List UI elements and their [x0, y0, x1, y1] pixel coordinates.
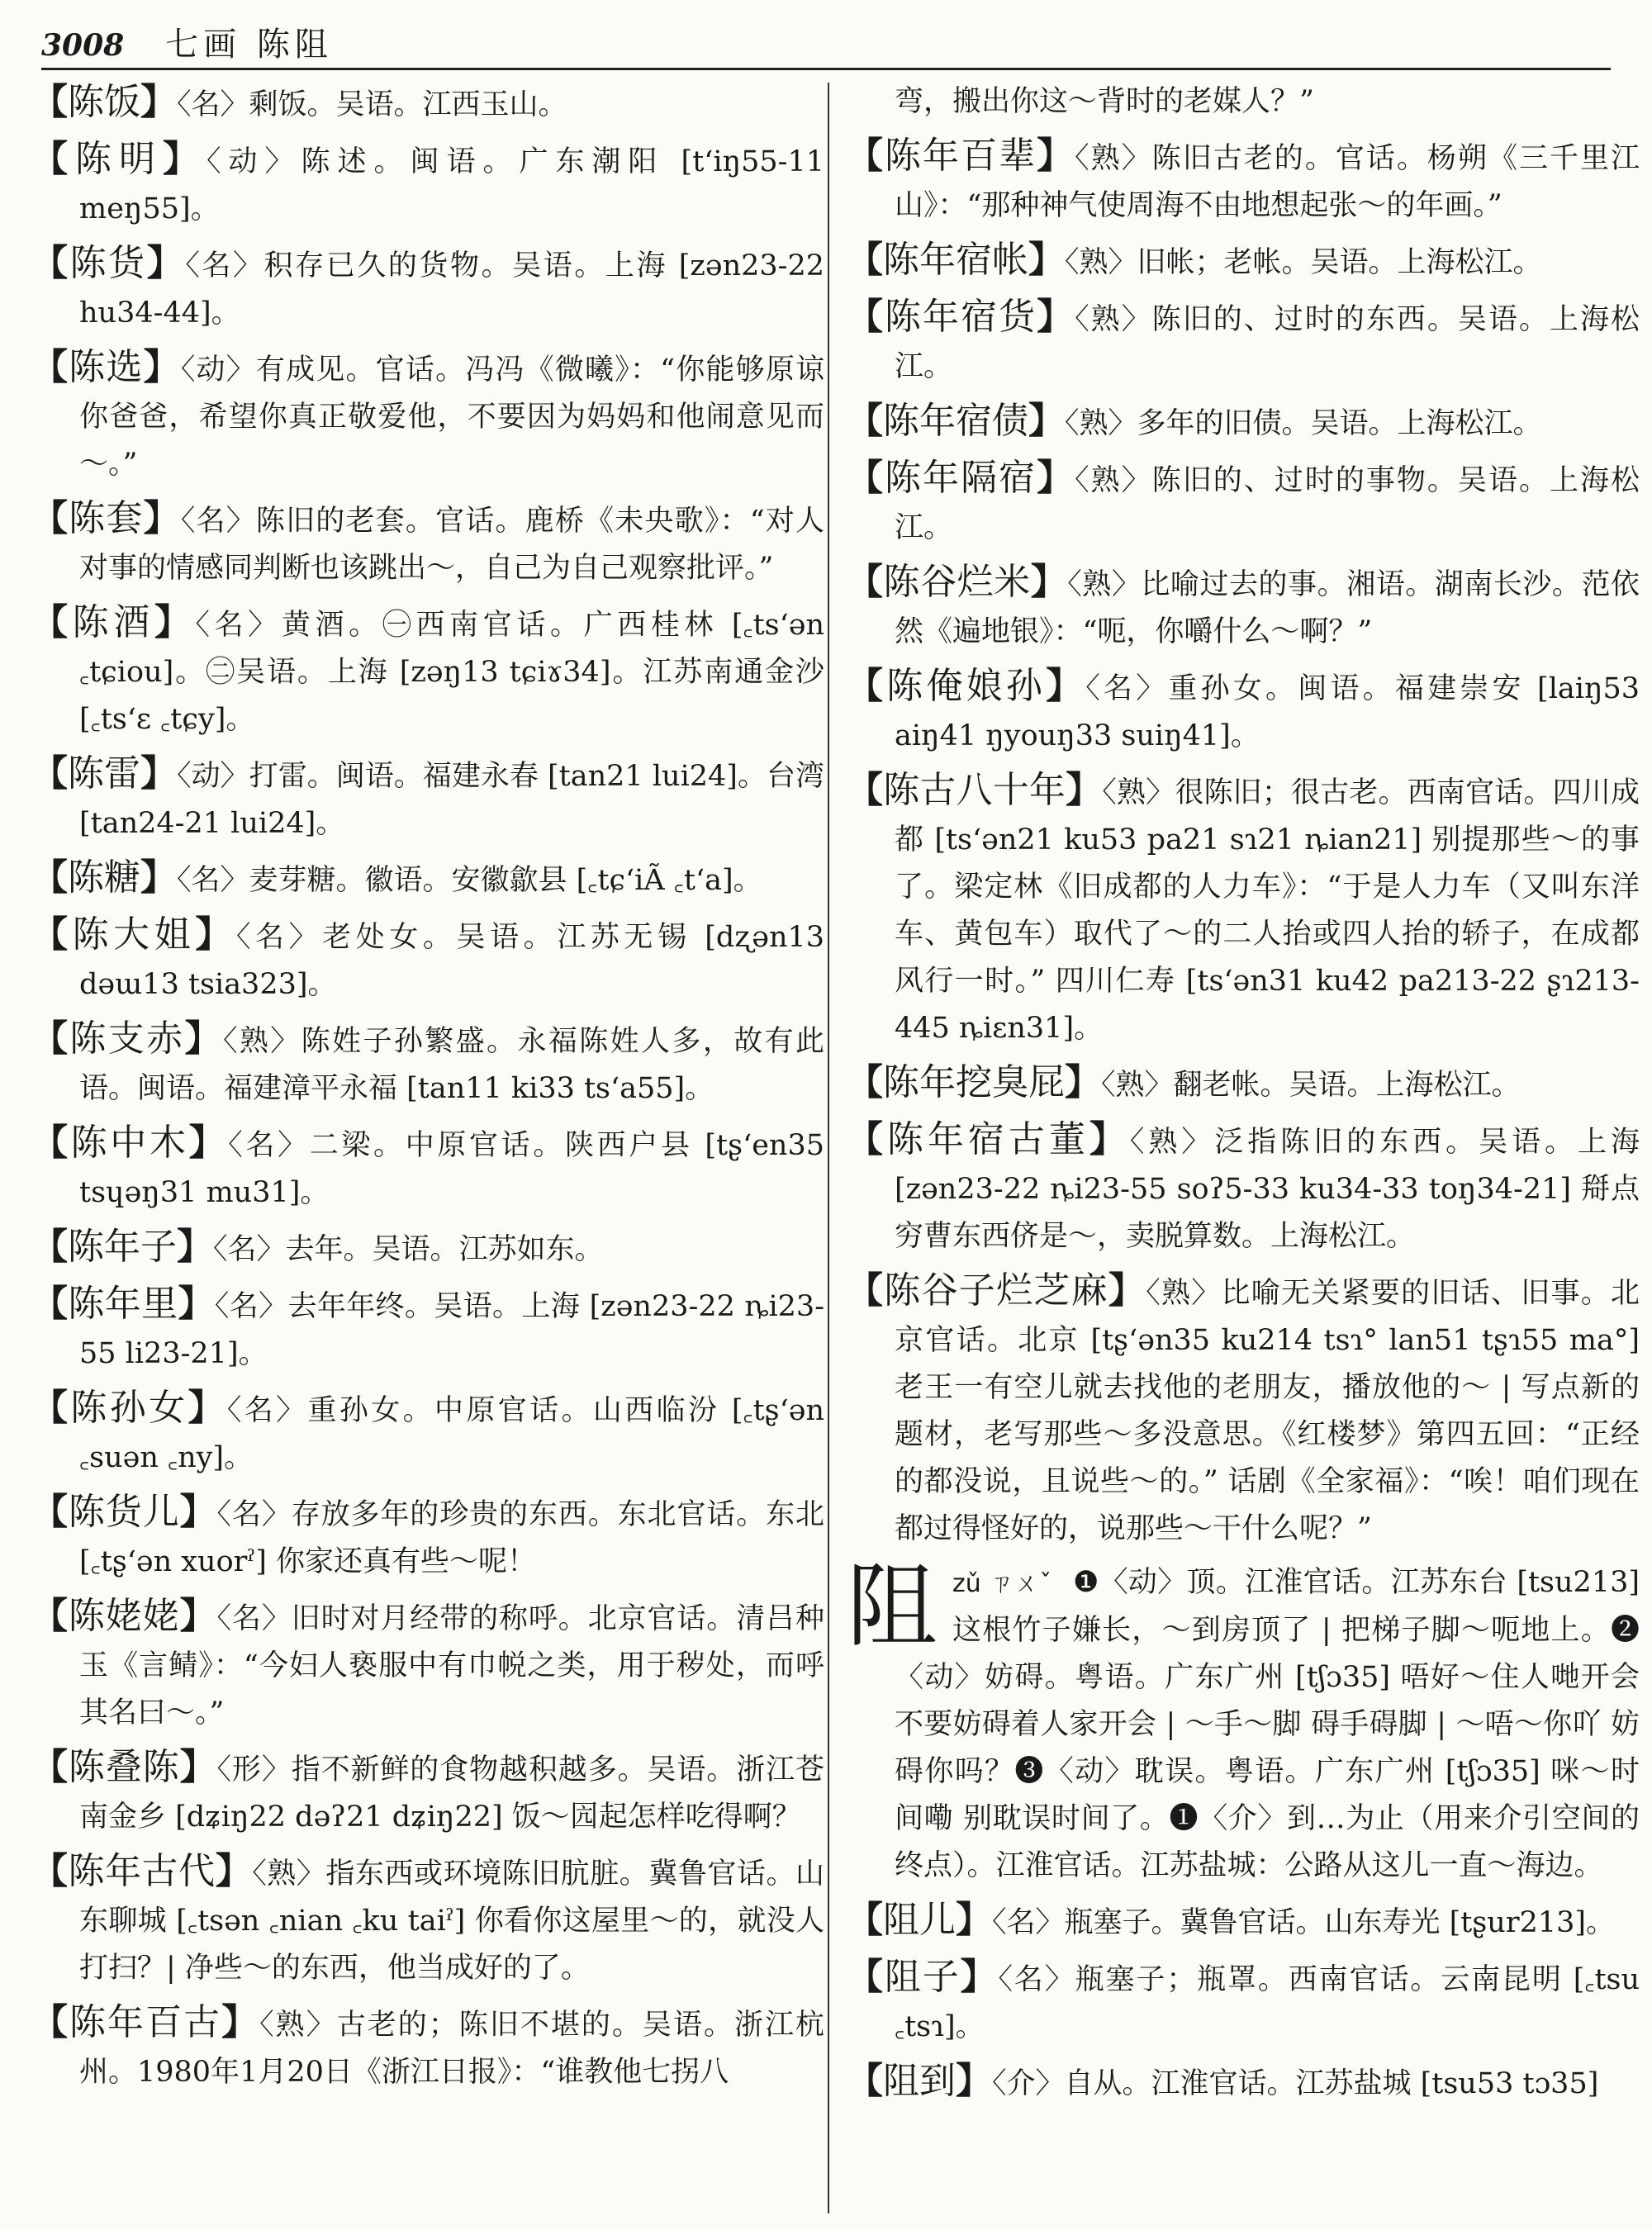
bracket-close: 】 — [1065, 1061, 1101, 1103]
dictionary-entry — [847, 2057, 1640, 2108]
entry-headword: 陈俺娘孙 — [886, 665, 1047, 707]
bracket-close: 】 — [1037, 135, 1075, 177]
bracket-close: 】 — [956, 2060, 992, 2102]
dictionary-entry — [847, 132, 1640, 230]
bracket-close: 】 — [960, 1956, 999, 1998]
bracket-open: 【 — [847, 1269, 885, 1312]
bracket-open: 【 — [847, 296, 885, 338]
bracket-close: 】 — [956, 1899, 992, 1941]
bracket-close: 】 — [1037, 457, 1075, 499]
entry-definition: 〈名〉重孙女。闽语。福建崇安 [laiŋ53 aiŋ41 ŋyouŋ33 suiŋ41]。 — [895, 672, 1640, 752]
entry-definition: 〈熟〉陈旧古老的。官话。杨朔《三千里江山》：“那种神气使周海不由地想起张～的年画。” — [895, 142, 1640, 222]
dictionary-entry — [31, 1999, 824, 2096]
dictionary-entry — [847, 454, 1640, 552]
dictionary-entry — [847, 558, 1640, 656]
entry-headword: 阻儿 — [883, 1899, 956, 1941]
entry-definition: 〈名〉旧时对月经带的称呼。北京官话。清吕种玉《言鲭》：“今妇人亵服中有巾帨之类，用于秽处，而呼其名曰～。” — [79, 1602, 825, 1729]
bracket-open: 【 — [847, 769, 884, 811]
bracket-open: 【 — [31, 1387, 71, 1429]
entry-headword: 陈雷 — [68, 752, 141, 795]
bracket-close: 】 — [179, 1595, 217, 1637]
entry-definition: 〈熟〉比喻无关紧要的旧话、旧事。北京官话。北京 [tʂʻən35 ku214 tsɿ° lan51 tʂɿ55 ma°] 老王一有空儿就去找他的老朋友，播放他的～ | 写点新的题材，老写那些～多没意思。《红楼梦》第四五回：“正经的都没说，且说些～的。” 话剧《全家福》：“唉！咱们现在都过得怪好的，说那些～干什么呢？” — [895, 1277, 1640, 1545]
dictionary-entry — [31, 344, 824, 488]
bracket-open: 【 — [847, 665, 887, 707]
dictionary-entry — [847, 236, 1640, 287]
entry-definition: 〈名〉存放多年的珍贵的东西。东北官话。东北 [꜀tʂʻən xuorˀ] 你家还真有些～呢！ — [79, 1498, 825, 1578]
continuation-text: 弯，搬出你这～背时的老媒人？” — [895, 85, 1314, 118]
bracket-open: 【 — [31, 1226, 68, 1268]
entry-headword: 陈古八十年 — [883, 769, 1066, 811]
bracket-open: 【 — [31, 1595, 69, 1637]
column-divider — [828, 83, 829, 2213]
entry-definition: 〈熟〉很陈旧；很古老。西南官话。四川成都 [tsʻən21 ku53 pa21 sɿ21 ȵian21] 别提那些～的事了。梁定林《旧成都的人力车》：“于是人力车（又叫东洋车、黄包车）取代了～的二人抬或四人抬的轿子，在成都风行一时。” 四川仁寿 [tsʻən31 ku42 pa213-22 ʂɿ213-445 ȵiɛn31]。 — [895, 776, 1640, 1045]
entry-headword: 陈年宿货 — [885, 296, 1037, 338]
dictionary-entry — [31, 750, 824, 847]
bracket-open: 【 — [847, 400, 883, 442]
entry-headword: 陈酒 — [72, 601, 154, 643]
bracket-open: 【 — [847, 561, 884, 603]
entry-definition: 〈熟〉旧帐；老帐。吴语。上海松江。 — [1065, 246, 1542, 279]
bracket-close: 】 — [179, 1491, 217, 1533]
entry-definition: 〈名〉瓶塞子；瓶罩。西南官话。云南昆明 [꜀tsu ꜀tsɿ]。 — [895, 1963, 1640, 2043]
dictionary-entry — [31, 1848, 824, 1992]
entry-headword: 陈套 — [69, 497, 144, 539]
entry-definition: 〈名〉麦芽糖。徽语。安徽歙县 [꜀tɕʻiÃ ꜀tʻa]。 — [177, 864, 762, 897]
bracket-open: 【 — [31, 2001, 70, 2043]
entry-definition: 〈熟〉指东西或环境陈旧肮脏。冀鲁官话。山东聊城 [꜀tsən ꜀nian ꜀ku taiˀ] 你看你这屋里～的，就没人打扫？| 净些～的东西，他当成好的了。 — [79, 1858, 825, 1985]
bracket-close: 】 — [1066, 769, 1103, 811]
entry-definition: 〈熟〉陈姓子孙繁盛。永福陈姓人多，故有此语。闽语。福建漳平永福 [tan11 ki33 tsʻa55]。 — [79, 1025, 825, 1105]
entry-definition: 〈熟〉比喻过去的事。湘语。湖南长沙。范依然《遍地银》：“呃，你嚼什么～啊？” — [895, 568, 1640, 648]
running-head: 七画 陈阻 — [165, 26, 333, 64]
bracket-close: 】 — [140, 752, 178, 795]
bracket-close: 】 — [215, 1850, 253, 1892]
bracket-close: 】 — [188, 1387, 227, 1429]
entry-headword: 陈谷烂米 — [883, 561, 1031, 603]
entry-headword: 陈饭 — [68, 81, 140, 123]
entry-definition: 〈名〉积存已久的货物。吴语。上海 [zən23-22 hu34-44]。 — [79, 249, 825, 330]
dictionary-entry — [31, 1223, 824, 1274]
entry-definition: 〈熟〉泛指陈旧的东西。吴语。上海 [zən23-22 ȵi23-55 soʔ5-33 ku34-33 toŋ34-21] 搿点穷曹东西侪是～，卖脱算数。上海松江。 — [895, 1126, 1640, 1253]
bracket-open: 【 — [31, 1018, 70, 1060]
entry-definition: 〈熟〉古老的；陈旧不堪的。吴语。浙江杭州。1980年1月20日《浙江日报》：“谁教他七拐八 — [79, 2009, 825, 2089]
bracket-open: 【 — [847, 1956, 885, 1998]
dictionary-entry — [847, 662, 1640, 760]
dictionary-entry — [31, 240, 824, 337]
entry-definition: 〈名〉重孙女。中原官话。山西临汾 [꜀tʂʻən ꜀suən ꜀ny]。 — [79, 1394, 824, 1474]
entry-definition: 〈名〉老处女。吴语。江苏无锡 [dʐən13 dəɯ13 tsia323]。 — [79, 921, 825, 1001]
entry-definition: 〈动〉有成见。官话。冯冯《微曦》：“你能够原谅你爸爸，希望你真正敬爱他，不要因为妈妈和他闹意见而～。” — [79, 353, 825, 481]
head-character: 阻 — [847, 1554, 938, 1659]
bracket-open: 【 — [31, 1283, 69, 1325]
dictionary-entry — [847, 1267, 1640, 1553]
entry-headword: 陈年宿债 — [883, 400, 1028, 442]
dictionary-entry — [847, 293, 1640, 391]
dictionary-entry — [31, 1744, 824, 1841]
bracket-close: 】 — [221, 2001, 260, 2043]
bracket-open: 【 — [31, 1850, 69, 1892]
entry-headword: 陈叠陈 — [68, 1746, 180, 1788]
entry-definition: 〈形〉指不新鲜的食物越积越多。吴语。浙江苍南金乡 [dʑiŋ22 dəʔ21 dʑiŋ22] 饭～囥起怎样吃得啊？ — [79, 1753, 825, 1834]
entry-headword: 陈年挖臭屁 — [883, 1061, 1065, 1103]
entry-definition: 〈名〉黄酒。㊀西南官话。广西桂林 [꜀tsʻən ꜀tɕiou]。㊁吴语。上海 [zəŋ13 tɕiɤ34]。江苏南通金沙 [꜀tsʻɛ ꜀tɕy]。 — [79, 609, 825, 736]
char-definition: ❶〈动〉顶。江淮官话。江苏东台 [tsu213] 这根竹子嫌长，～到房顶了 | 把梯子脚～呃地上。❷〈动〉妨碍。粤语。广东广州 [tʃɔ35] 唔好～住人哋开会 不要妨碍着人家开会 | ～手～脚 碍手碍脚 | ～唔～你吖 妨碍你吗？❸〈动〉耽误。粤语。广东广州 [tʃɔ35] 咪～时间嘞 别耽误时间了。❶〈介〉到…为止（用来介引空间的终点）。江淮官话。江苏盐城：公路从这儿一直～海边。 — [895, 1566, 1640, 1882]
entry-headword: 陈年里 — [68, 1283, 178, 1325]
bracket-close: 】 — [140, 81, 177, 123]
bracket-open: 【 — [847, 135, 885, 177]
bracket-close: 】 — [143, 346, 181, 388]
entry-definition: 〈动〉陈述。闽语。广东潮阳 [tʻiŋ55-11 meŋ55]。 — [79, 145, 825, 225]
character-entry — [847, 1554, 1640, 1890]
bracket-close: 】 — [146, 242, 186, 284]
left-column — [31, 78, 824, 2103]
bracket-close: 】 — [1030, 561, 1068, 603]
bracket-open: 【 — [31, 856, 68, 899]
bracket-open: 【 — [31, 497, 69, 539]
bracket-close: 】 — [1108, 1269, 1146, 1312]
bracket-close: 】 — [1037, 296, 1075, 338]
bracket-open: 【 — [31, 1122, 71, 1164]
entry-headword: 阻子 — [884, 1956, 961, 1998]
entry-headword: 陈年古代 — [68, 1850, 216, 1892]
bracket-close: 】 — [178, 1283, 215, 1325]
entry-headword: 陈年宿古董 — [886, 1118, 1089, 1160]
bracket-close: 】 — [184, 1018, 223, 1060]
entry-headword: 陈谷子烂芝麻 — [884, 1269, 1108, 1312]
entry-headword: 陈中木 — [70, 1122, 189, 1164]
bracket-close: 】 — [179, 1746, 217, 1788]
bracket-open: 【 — [847, 239, 883, 281]
bracket-close: 】 — [1046, 665, 1086, 707]
bracket-close: 】 — [143, 497, 181, 539]
bracket-close: 】 — [140, 856, 177, 899]
dictionary-entry — [31, 1488, 824, 1586]
entry-definition: 〈动〉打雷。闽语。福建永春 [tan21 lui24]。台湾 [tan24-21 lui24]。 — [79, 760, 825, 840]
char-pinyin: zǔ ㄗㄨˇ — [952, 1569, 1052, 1598]
entry-definition: 〈名〉陈旧的老套。官话。鹿桥《未央歌》：“对人对事的情感同判断也该跳出～，自己为自己观察批评。” — [79, 505, 825, 585]
bracket-close: 】 — [195, 913, 236, 956]
bracket-open: 【 — [847, 1118, 887, 1160]
entry-headword: 陈年隔宿 — [885, 457, 1037, 499]
bracket-open: 【 — [31, 242, 70, 284]
bracket-open: 【 — [31, 81, 68, 123]
bracket-open: 【 — [31, 1746, 69, 1788]
entry-headword: 陈年子 — [68, 1226, 177, 1268]
entry-headword: 陈明 — [75, 138, 163, 180]
dictionary-entry — [31, 1384, 824, 1482]
bracket-close: 】 — [177, 1226, 213, 1268]
dictionary-entry — [847, 397, 1640, 448]
entry-headword: 阻到 — [883, 2060, 956, 2102]
bracket-open: 【 — [847, 1061, 883, 1103]
bracket-open: 【 — [31, 138, 75, 180]
dictionary-entry — [31, 911, 824, 1008]
bracket-close: 】 — [1028, 400, 1065, 442]
right-column — [847, 78, 1640, 2114]
bracket-close: 】 — [1089, 1118, 1130, 1160]
bracket-close: 】 — [154, 601, 196, 643]
bracket-open: 【 — [847, 2060, 883, 2102]
dictionary-entry — [847, 1059, 1640, 1109]
dictionary-entry — [847, 1953, 1640, 2051]
entry-headword: 陈货儿 — [68, 1491, 180, 1533]
dictionary-entry — [31, 1280, 824, 1378]
dictionary-entry — [847, 1116, 1640, 1260]
entry-headword: 陈年百古 — [69, 2001, 222, 2043]
bracket-open: 【 — [31, 752, 69, 795]
dictionary-entry — [31, 1119, 824, 1217]
dictionary-entry — [847, 1896, 1640, 1947]
entry-headword: 陈支赤 — [69, 1018, 185, 1060]
dictionary-entry — [31, 135, 824, 233]
entry-definition: 〈名〉去年年终。吴语。上海 [zən23-22 ȵi23-55 li23-21]。 — [79, 1290, 825, 1370]
entry-definition: 〈介〉自从。江淮官话。江苏盐城 [tsu53 tɔ35] — [992, 2067, 1599, 2100]
entry-headword: 陈姥姥 — [68, 1595, 180, 1637]
dictionary-entry — [31, 1592, 824, 1737]
bracket-open: 【 — [31, 601, 73, 643]
bracket-open: 【 — [31, 346, 69, 388]
bracket-open: 【 — [31, 913, 73, 956]
dictionary-entry — [31, 854, 824, 904]
bracket-close: 】 — [1028, 239, 1065, 281]
entry-definition: 〈名〉瓶塞子。冀鲁官话。山东寿光 [tʂur213]。 — [992, 1906, 1616, 1939]
dictionary-entry — [847, 766, 1640, 1052]
bracket-open: 【 — [847, 1899, 883, 1941]
entry-headword: 陈大姐 — [72, 913, 196, 956]
entry-headword: 陈年宿帐 — [883, 239, 1028, 281]
entry-definition: 〈熟〉多年的旧债。吴语。上海松江。 — [1065, 407, 1542, 440]
entry-definition: 〈名〉剩饭。吴语。江西玉山。 — [177, 88, 567, 121]
entry-headword: 陈年百辈 — [885, 135, 1037, 177]
entry-headword: 陈孙女 — [70, 1387, 188, 1429]
entry-definition: 〈熟〉陈旧的、过时的事物。吴语。上海松江。 — [895, 464, 1640, 544]
dictionary-entry — [31, 1015, 824, 1113]
entry-headword: 陈选 — [69, 346, 144, 388]
bracket-open: 【 — [31, 1491, 69, 1533]
bracket-close: 】 — [163, 138, 206, 180]
entry-definition: 〈名〉二梁。中原官话。陕西户县 [tʂʻen35 tsɥəŋ31 mu31]。 — [79, 1129, 824, 1209]
entry-definition: 〈熟〉翻老帐。吴语。上海松江。 — [1101, 1069, 1521, 1102]
entry-headword: 陈糖 — [68, 856, 140, 899]
bracket-close: 】 — [188, 1122, 229, 1164]
page-number: 3008 — [41, 28, 125, 63]
entry-headword: 陈货 — [69, 242, 147, 284]
bracket-open: 【 — [847, 457, 885, 499]
dictionary-entry — [31, 599, 824, 743]
entry-definition: 〈熟〉陈旧的、过时的东西。吴语。上海松江。 — [895, 303, 1640, 383]
page-header — [41, 18, 1611, 70]
entry-definition: 〈名〉去年。吴语。江苏如东。 — [213, 1233, 604, 1266]
dictionary-entry — [31, 78, 824, 129]
dictionary-entry — [31, 495, 824, 592]
